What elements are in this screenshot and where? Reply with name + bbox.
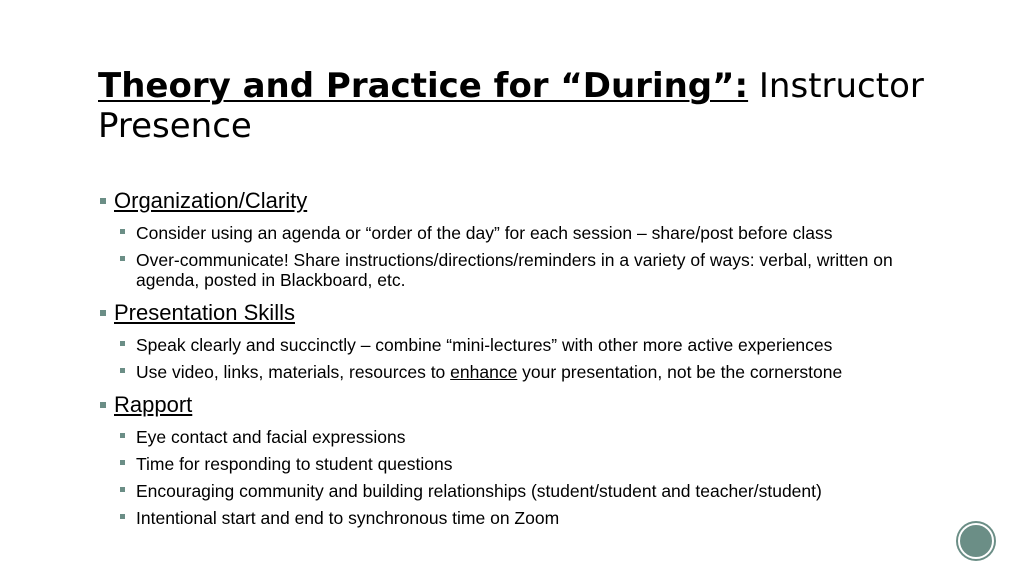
section-label: Rapport [114, 392, 193, 417]
square-bullet-icon [120, 487, 125, 492]
section-organization-items [98, 223, 958, 290]
square-bullet-icon [120, 229, 125, 234]
underlined-word: enhance [450, 362, 518, 382]
list-item: Intentional start and end to synchronous time on Zoom [98, 508, 958, 528]
square-bullet-icon [120, 433, 125, 438]
list-item: Use video, links, materials, resources to enhance your presentation, not be the cornerstone [98, 362, 958, 382]
slide-body [98, 186, 958, 528]
square-bullet-icon [100, 198, 106, 204]
page-number-badge [958, 523, 994, 559]
square-bullet-icon [100, 310, 106, 316]
slide-title [98, 66, 978, 146]
slide-title-bold: Theory and Practice for “During”: [98, 66, 749, 106]
list-item: Speak clearly and succinctly – combine “mini-lectures” with other more active experiences [98, 335, 958, 355]
list-item: Over-communicate! Share instructions/directions/reminders in a variety of ways: verbal, written on agenda, posted in Blackboard, etc. [98, 250, 958, 290]
section-label: Organization/Clarity [114, 188, 308, 213]
list-item: Time for responding to student questions [98, 454, 958, 474]
square-bullet-icon [120, 368, 125, 373]
slide-title-rest: Instructor Presence [98, 66, 924, 146]
square-bullet-icon [120, 514, 125, 519]
section-rapport [98, 390, 958, 420]
list-item: Encouraging community and building relationships (student/student and teacher/student) [98, 481, 958, 501]
square-bullet-icon [100, 402, 106, 408]
section-rapport-items [98, 427, 958, 528]
section-label: Presentation Skills [114, 300, 295, 325]
square-bullet-icon [120, 460, 125, 465]
section-presentation [98, 298, 958, 328]
section-organization [98, 186, 958, 216]
square-bullet-icon [120, 341, 125, 346]
list-item: Eye contact and facial expressions [98, 427, 958, 447]
list-item: Consider using an agenda or “order of the day” for each session – share/post before class [98, 223, 958, 243]
square-bullet-icon [120, 256, 125, 261]
section-presentation-items [98, 335, 958, 382]
